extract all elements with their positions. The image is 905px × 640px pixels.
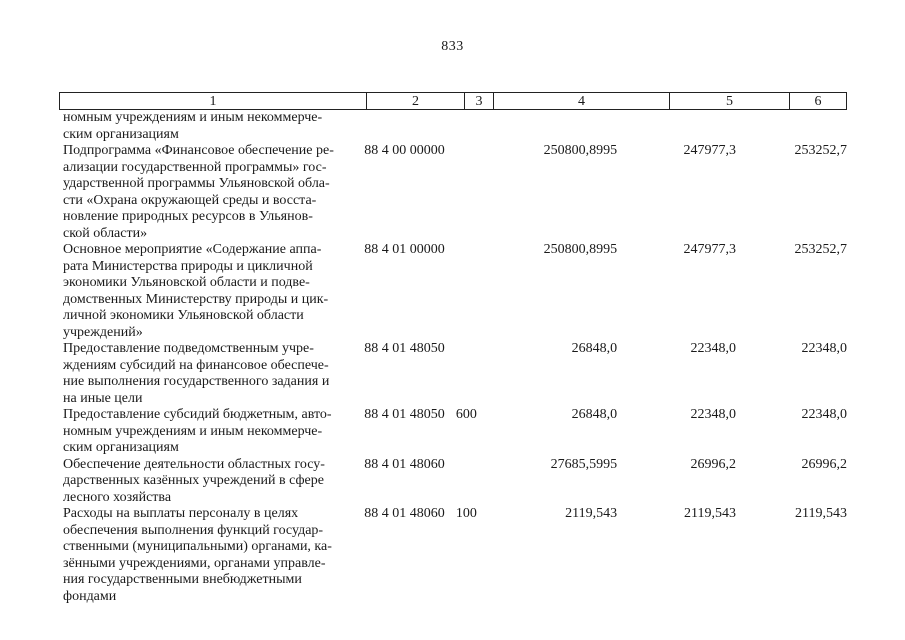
table-row (59, 506, 847, 605)
row-code: 88 4 01 48060 (364, 456, 445, 472)
header-col-6: 6 (814, 94, 822, 109)
header-col-5: 5 (670, 93, 790, 109)
description-line: зёнными учреждениями, органами управле- (63, 555, 326, 571)
row-description (59, 143, 352, 242)
description-line: фондами (63, 588, 117, 604)
row-value-2024: 247977,3 (683, 242, 736, 257)
row-value-2023: 250800,8995 (543, 242, 618, 257)
description-line: Обеспечение деятельности областных госу- (63, 456, 325, 472)
row-code: 88 4 00 00000 (364, 143, 445, 158)
description-line: ственными (муниципальными) органами, ка- (63, 539, 332, 554)
table-row (59, 242, 847, 341)
description-line: ние выполнения государственного задания и (63, 374, 330, 389)
row-value-2025: 22348,0 (801, 407, 847, 422)
description-line: лесного хозяйства (63, 489, 172, 505)
row-type: 100 (455, 506, 477, 521)
description-line: рата Министерства природы и цикличной (63, 258, 313, 274)
row-value-2024: 22348,0 (690, 341, 736, 356)
description-line: учреждений» (63, 324, 143, 340)
description-line: на иные цели (63, 390, 143, 406)
row-code: 88 4 01 48060 (364, 506, 445, 521)
row-type (454, 341, 482, 407)
row-code: 88 4 01 48050 (364, 407, 445, 422)
table-row (59, 457, 847, 507)
description-line: номным учреждениям и иным некоммерче- (63, 423, 323, 439)
row-value-2025: 26996,2 (801, 456, 847, 472)
table-row (59, 110, 847, 143)
row-value-2025 (736, 110, 847, 143)
description-line: сти «Охрана окружающей среды и восста- (63, 192, 317, 208)
row-value-2023: 2119,543 (565, 506, 618, 521)
description-line: экономики Ульяновской области и подве- (63, 275, 310, 290)
table-row (59, 407, 847, 457)
row-value-2025: 2119,543 (795, 506, 847, 521)
row-description (59, 457, 352, 507)
description-line: новление природных ресурсов в Ульянов- (63, 209, 313, 224)
row-code: 88 4 01 48050 (364, 341, 445, 356)
row-type (454, 457, 482, 507)
table-row (59, 143, 847, 242)
row-type (454, 242, 482, 341)
description-line: домственных Министерству природы и цик- (63, 291, 329, 307)
description-line: ждениям субсидий на финансовое обеспече- (63, 357, 329, 373)
description-line: дарственных казённых учреждений в сфере (63, 473, 324, 488)
description-line: ской области» (63, 225, 148, 241)
row-value-2024: 26996,2 (690, 456, 736, 472)
row-description (59, 341, 352, 407)
row-value-2025: 253252,7 (794, 143, 847, 158)
header-col-2: 2 (367, 93, 465, 109)
description-line: личной экономики Ульяновской области (63, 308, 304, 323)
description-line: ским организациям (63, 440, 179, 455)
description-line: номным учреждениям и иным некоммерче- (63, 110, 323, 125)
description-line: ализации государственной программы» гос- (63, 159, 327, 175)
row-value-2024: 2119,543 (683, 506, 736, 521)
row-value-2023 (482, 110, 617, 143)
description-line: ния государственными внебюджетными (63, 572, 302, 587)
row-code (352, 110, 454, 143)
header-col-1: 1 (60, 93, 367, 109)
row-value-2023: 27685,5995 (550, 456, 618, 472)
row-description (59, 110, 352, 143)
row-description (59, 506, 352, 605)
description-line: Расходы на выплаты персоналу в целях (63, 506, 299, 521)
header-col-3: 3 (465, 93, 494, 109)
row-description (59, 242, 352, 341)
row-code: 88 4 01 00000 (364, 242, 445, 257)
table-body (59, 110, 847, 605)
header-col-4: 4 (494, 93, 670, 109)
description-line: Основное мероприятие «Содержание аппа- (63, 242, 322, 257)
row-value-2025: 253252,7 (794, 242, 847, 257)
description-line: Предоставление подведомственным учре- (63, 341, 314, 356)
row-value-2023: 26848,0 (571, 407, 618, 422)
description-line: ским организациям (63, 126, 179, 142)
row-value-2024: 247977,3 (683, 143, 736, 158)
row-type (454, 110, 482, 143)
description-line: ударственной программы Ульяновской обла- (63, 176, 330, 191)
row-description (59, 407, 352, 457)
table-header (59, 92, 847, 110)
description-line: Предоставление субсидий бюджетным, авто- (63, 407, 332, 422)
row-value-2025: 22348,0 (801, 341, 847, 356)
row-value-2023: 26848,0 (571, 341, 618, 356)
description-line: обеспечения выполнения функций государ- (63, 522, 324, 538)
description-line: Подпрограмма «Финансовое обеспечение ре- (63, 143, 334, 158)
row-value-2024 (617, 110, 736, 143)
row-type: 600 (455, 407, 477, 422)
row-value-2024: 22348,0 (690, 407, 736, 422)
table-row (59, 341, 847, 407)
row-value-2023: 250800,8995 (543, 143, 618, 158)
row-type (454, 143, 482, 242)
page-number: 833 (441, 39, 464, 54)
